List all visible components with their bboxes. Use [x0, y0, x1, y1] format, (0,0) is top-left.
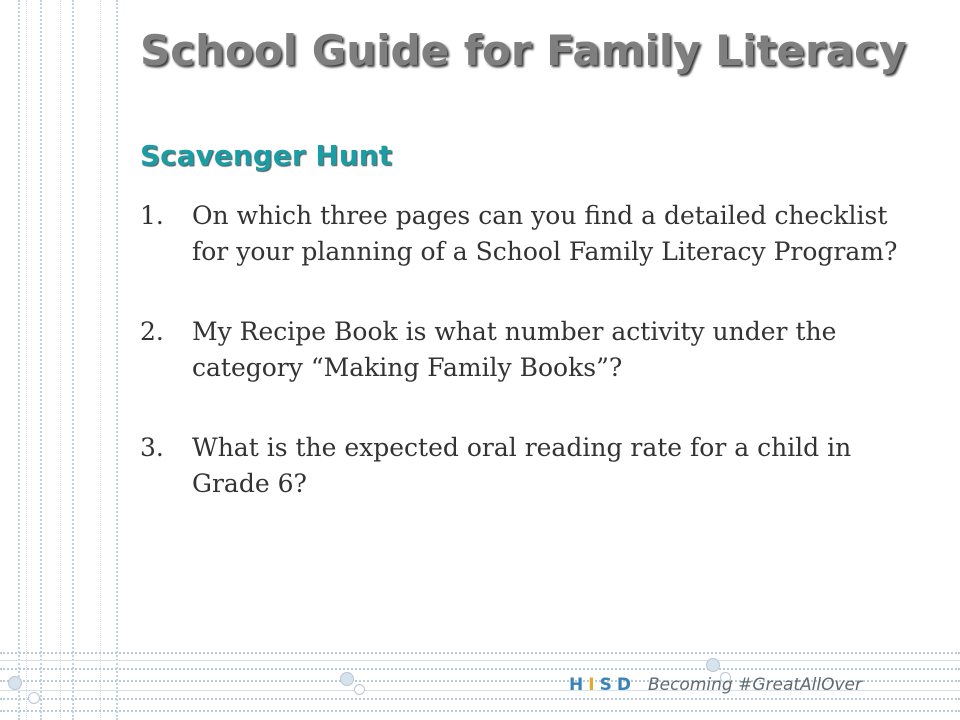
question-list [140, 198, 930, 546]
decor-band-line [0, 660, 960, 661]
decor-line [100, 0, 101, 720]
decor-band-line [0, 710, 960, 712]
decor-line [18, 0, 20, 720]
question-text: My Recipe Book is what number activity under the category “Making Family Books”? [192, 317, 837, 382]
question-number: 2. [140, 317, 164, 346]
decor-line [26, 0, 27, 720]
decor-band-line [0, 668, 960, 670]
question-number: 3. [140, 433, 164, 462]
footer [569, 672, 862, 698]
slide-subtitle: Scavenger Hunt [140, 139, 393, 172]
logo-letter-h: H [569, 675, 589, 695]
slide-title: School Guide for Family Literacy [140, 26, 907, 75]
logo-letters-sd: SD [599, 675, 636, 695]
decor-line [72, 0, 74, 720]
question-item [140, 198, 930, 270]
decor-line [40, 0, 42, 720]
decor-line [60, 0, 61, 720]
footer-tagline: Becoming #GreatAllOver [647, 675, 862, 695]
question-item [140, 430, 930, 502]
left-decorative-lines [0, 0, 130, 720]
decor-circle [340, 672, 354, 686]
question-text: On which three pages can you find a detailed checklist for your planning of a School Family Literacy Program? [192, 201, 898, 266]
decor-circle [354, 684, 365, 695]
decor-band-line [0, 698, 960, 700]
question-text: What is the expected oral reading rate for a child in Grade 6? [192, 433, 852, 498]
question-number: 1. [140, 201, 164, 230]
decor-circle [28, 692, 40, 704]
question-item [140, 314, 930, 386]
hisd-logo [569, 675, 636, 695]
logo-letter-i: I [588, 675, 600, 695]
decor-circle [706, 658, 720, 672]
decor-circle [8, 676, 22, 690]
decor-line [116, 0, 118, 720]
decor-band-line [0, 652, 960, 654]
